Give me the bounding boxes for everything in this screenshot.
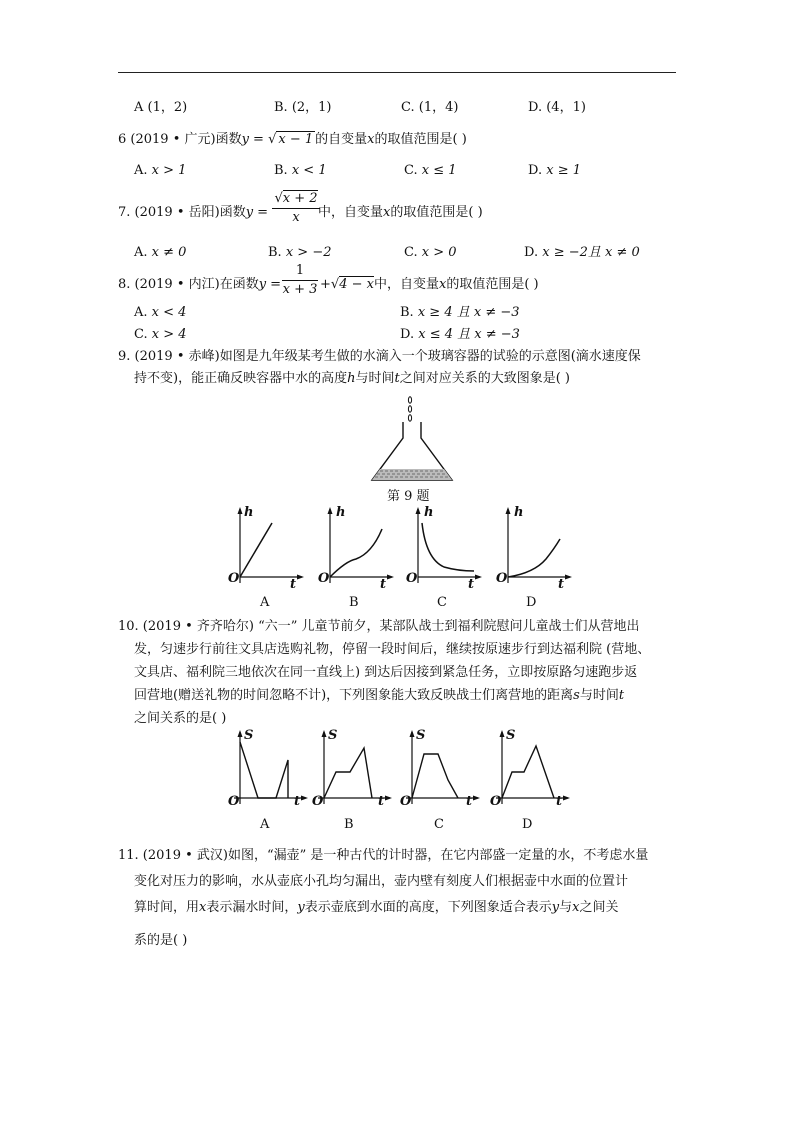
- q9-d-axis-h: h: [514, 505, 524, 520]
- q10-d-axis-t: t: [556, 794, 563, 809]
- q10-line-5: 之间关系的是( ): [134, 711, 227, 726]
- q10-graph-label-c: C: [434, 817, 444, 832]
- q8-option-d: D. x ≤ 4 且 x ≠ −3: [400, 327, 520, 342]
- q10-graph-b: [310, 728, 394, 810]
- q6-option-d: D. x ≥ 1: [528, 163, 581, 178]
- q11-line-2: 变化对压力的影响，水从壶底小孔均匀漏出，壶内壁有刻度人们根据壶中水面的位置计: [134, 874, 629, 889]
- header-rule: [118, 72, 676, 73]
- q10-c-origin: O: [400, 794, 412, 809]
- q9-a-axis-t: t: [290, 577, 297, 592]
- q7-fraction: $\frac{√x + 2}{x}$: [272, 190, 320, 227]
- q10-c-axis-s: S: [416, 728, 426, 743]
- q10-b-origin: O: [312, 794, 324, 809]
- q10-graph-label-b: B: [344, 817, 354, 832]
- q6-option-a: A. x > 1: [134, 163, 187, 178]
- q9-graph-label-a: A: [260, 595, 270, 610]
- q7-option-a: A. x ≠ 0: [134, 245, 187, 260]
- q10-c-axis-t: t: [466, 794, 473, 809]
- q9-figure-caption: 第 9 题: [387, 489, 430, 504]
- q8-option-c: C. x > 4: [134, 327, 187, 342]
- q6-sqrt: √ x − 1: [268, 132, 314, 147]
- q10-line-4: 回营地(赠送礼物的时间忽略不计)，下列图象能大致反映战士们离营地的距离s与时间t: [134, 688, 625, 703]
- q9-d-axis-t: t: [558, 577, 565, 592]
- q11-line-4: 系的是( ): [134, 933, 188, 948]
- q9-a-origin: O: [228, 571, 240, 586]
- q10-b-axis-t: t: [378, 794, 385, 809]
- q10-graph-label-a: A: [260, 817, 270, 832]
- q7-stem-suffix: 中，自变量x的取值范围是( ): [318, 205, 483, 220]
- q11-line-3: 算时间，用x表示漏水时间，y表示壶底到水面的高度，下列图象适合表示y与x之间关: [134, 900, 619, 915]
- q5-option-d: D. (4，1): [528, 100, 586, 115]
- q10-graph-label-d: D: [522, 817, 533, 832]
- q10-graph-c: [398, 728, 482, 810]
- q11-line-1: 11. (2019 • 武汉)如图，“漏壶” 是一种古代的计时器，在它内部盛一定量的水，不考虑水量: [118, 848, 649, 863]
- q10-graph-d: [488, 728, 572, 810]
- q9-line-2: 持不变)，能正确反映容器中水的高度h与时间t之间对应关系的大致图象是( ): [134, 371, 570, 386]
- q10-d-axis-s: S: [506, 728, 516, 743]
- q5-option-a: A (1，2): [134, 100, 188, 115]
- q10-b-axis-s: S: [328, 728, 338, 743]
- q8-stem-suffix: +√4 − x中，自变量x的取值范围是( ): [320, 277, 539, 292]
- q9-b-axis-h: h: [336, 505, 346, 520]
- q9-graph-a: [226, 505, 306, 592]
- q9-d-origin: O: [496, 571, 508, 586]
- q9-graph-label-c: C: [437, 595, 447, 610]
- q6-option-c: C. x ≤ 1: [404, 163, 457, 178]
- q8-stem-prefix: 8. (2019 • 内江)在函数y =: [118, 277, 282, 292]
- q8-option-b: B. x ≥ 4 且 x ≠ −3: [400, 305, 520, 320]
- q8-option-a: A. x < 4: [134, 305, 187, 320]
- q9-b-origin: O: [318, 571, 330, 586]
- q9-line-1: 9. (2019 • 赤峰)如图是九年级某考生做的水滴入一个玻璃容器的试验的示意图(滴水速度保: [118, 349, 641, 364]
- q10-line-3: 文具店、福利院三地依次在同一直线上) 到达后因接到紧急任务，立即按原路匀速跑步返: [134, 665, 638, 680]
- q8-fraction: $\frac{1}{x + 3}$: [282, 263, 318, 297]
- q9-c-origin: O: [406, 571, 418, 586]
- q9-graph-b: [316, 505, 396, 592]
- q9-graph-label-b: B: [349, 595, 359, 610]
- q7-option-c: C. x > 0: [404, 245, 457, 260]
- q9-graph-c: [404, 505, 484, 592]
- q5-option-b: B. (2，1): [274, 100, 332, 115]
- q10-line-2: 发，匀速步行前往文具店选购礼物，停留一段时间后，继续按原速步行到达福利院 (营地、: [134, 642, 651, 657]
- q7-option-b: B. x > −2: [268, 245, 332, 260]
- q9-graph-label-d: D: [526, 595, 537, 610]
- q6-stem: 6 (2019 • 广元)函数y = √ x − 1 的自变量x的取值范围是( ): [118, 132, 467, 147]
- q10-graph-a: [226, 728, 310, 810]
- q10-a-origin: O: [228, 794, 240, 809]
- q7-option-d: D. x ≥ −2且 x ≠ 0: [524, 245, 640, 260]
- q10-line-1: 10. (2019 • 齐齐哈尔) “六一” 儿童节前夕，某部队战士到福利院慰问儿童战士们从营地出: [118, 619, 640, 634]
- q10-a-axis-s: S: [244, 728, 254, 743]
- q9-graph-d: [494, 505, 574, 592]
- q10-d-origin: O: [490, 794, 502, 809]
- q7-stem-prefix: 7. (2019 • 岳阳)函数y =: [118, 205, 269, 220]
- q6-option-b: B. x < 1: [274, 163, 327, 178]
- q9-b-axis-t: t: [380, 577, 387, 592]
- q9-flask-figure: [366, 392, 466, 488]
- q9-c-axis-h: h: [424, 505, 434, 520]
- q10-a-axis-t: t: [294, 794, 301, 809]
- q9-a-axis-h: h: [244, 505, 254, 520]
- q9-c-axis-t: t: [468, 577, 475, 592]
- q5-option-c: C. (1，4): [401, 100, 459, 115]
